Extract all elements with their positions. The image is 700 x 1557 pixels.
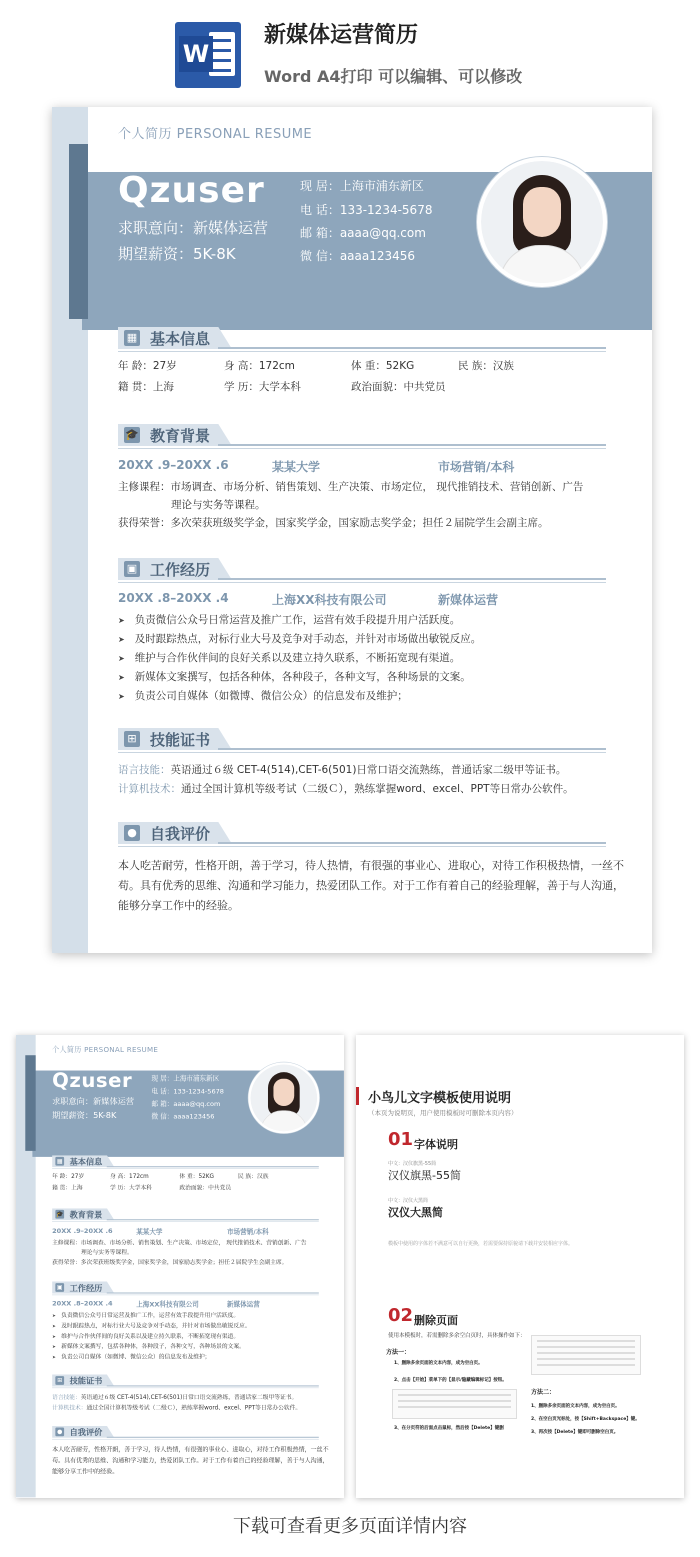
edu-honors: 获得荣誉：多次荣获班级奖学金，国家奖学金，国家励志奖学金；担任２届院学生会副主席。 [118, 517, 549, 529]
section-title: 自我评价 [69, 1427, 103, 1438]
windows-icon: ⊞ [57, 1376, 63, 1384]
work-item: ➤ 负责微信公众号日常运营及推广工作，运营有效手段提升用户活跃度。 [118, 612, 460, 627]
skill-language: 语言技能：英语通过６级 CET-4(514),CET-6(501)日常口语交流熟练，普通话家二级甲等证书。 [118, 764, 567, 776]
section-self-eval [118, 822, 606, 848]
skill-computer: 计算机技术：通过全国计算机等级考试（二级Ｃ），熟练掌握word、excel、PPT等日常办公软件。 [118, 783, 574, 795]
method2-label: 方法二： [531, 1389, 556, 1396]
section-title: 教育背景 [69, 1209, 103, 1220]
screenshot-figure [531, 1335, 641, 1375]
word-letter: W [179, 36, 213, 72]
work-item: ➤ 新媒体文案撰写，包括各种体，各种段子，各种文写，各种场景的文案。 [118, 669, 471, 684]
font2-name: 汉仪大黑简 [388, 1206, 443, 1219]
edu-courses-line1: 主修课程：市场调查、市场分析、销售策划、生产决策、市场定位， 现代推销技术、营销创新、广告 [118, 481, 584, 493]
title-accent-bar [356, 1087, 359, 1105]
banner [0, 0, 700, 100]
contact-address: 现 居：上海市浦东新区 [300, 179, 424, 193]
section-number: 02 [388, 1305, 414, 1326]
section-basic-info [52, 1155, 319, 1169]
method1-label: 方法一： [386, 1349, 411, 1356]
edu-school: 某某大学 [136, 1227, 163, 1236]
section-education [52, 1208, 319, 1222]
calendar-icon: ▦ [124, 330, 140, 346]
calendar-icon: ▦ [56, 1157, 63, 1165]
resume-small-title: 个人简历 PERSONAL RESUME [52, 1045, 159, 1055]
work-position: 新媒体运营 [438, 593, 499, 607]
section-work [118, 558, 606, 584]
resume-page [52, 107, 652, 953]
candidate-name: Qzuser [52, 1069, 133, 1092]
section-number: 01 [388, 1129, 414, 1150]
edu-major: 市场营销/本科 [226, 1227, 269, 1236]
section-self-eval [52, 1426, 319, 1440]
self-eval-line1: 本人吃苦耐劳，性格开朗，善于学习，待人热情，有很强的事业心、进取心，对待工作积极热情，一丝不 [118, 859, 624, 872]
briefcase-icon: ▣ [56, 1283, 63, 1291]
basic-degree: 学 历：大学本科 [224, 381, 301, 393]
section-title: 技能证书 [150, 731, 211, 749]
edu-period: 20XX .9–20XX .6 [52, 1226, 113, 1235]
resume-thumbnail-page [16, 1035, 344, 1497]
delete-section-title: 删除页面 [414, 1314, 458, 1327]
skill-language: 语言技能：英语通过６级 CET-4(514),CET-6(501)日常口语交流熟练，普通话家二级甲等证书。 [52, 1394, 298, 1401]
profile-photo [477, 157, 607, 287]
edu-honors: 获得荣誉：多次荣获班级奖学金，国家奖学金，国家励志奖学金；担任２届院学生会副主席。 [52, 1259, 288, 1266]
word-icon [175, 22, 241, 88]
section-skills [118, 728, 606, 754]
work-item: ➤ 新媒体文案撰写，包括各种体，各种段子，各种文写，各种场景的文案。 [52, 1342, 245, 1350]
work-item: ➤ 负责公司自媒体（如微博、微信公众）的信息发布及维护； [118, 688, 408, 703]
basic-politics: 政治面貌：中共党员 [179, 1184, 232, 1192]
profile-photo [248, 1062, 319, 1133]
method1-step2: 2、点击【开始】菜单下的【显示/隐藏编辑标记】按钮。 [394, 1378, 507, 1383]
resume-small-title: 个人简历 PERSONAL RESUME [118, 127, 313, 142]
self-eval-line2: 苟。具有优秀的思维、沟通和学习能力，热爱团队工作。对于工作有着自己的经验理解，善于与人沟通， [118, 879, 624, 892]
self-eval-line3: 能够分享工作中的经验。 [52, 1467, 119, 1476]
basic-ethnicity: 民 族：汉族 [237, 1173, 269, 1180]
work-period: 20XX .8–20XX .4 [52, 1299, 113, 1308]
self-eval-line3: 能够分享工作中的经验。 [118, 899, 239, 912]
basic-age: 年 龄：27岁 [118, 360, 177, 372]
banner-title: 新媒体运营简历 [264, 23, 419, 48]
contact-phone: 电 话：133-1234-5678 [151, 1087, 224, 1096]
download-footer[interactable]: 下载可查看更多页面详情内容 [233, 1516, 467, 1537]
candidate-name: Qzuser [118, 170, 265, 211]
method2-step1: 1、删除多余页面的文本内容，成为空白页。 [531, 1404, 620, 1409]
work-item: ➤ 及时跟踪热点，对标行业大号及竞争对手动态，并针对市场做出敏锐反应。 [52, 1321, 251, 1329]
resume-thumbnail [16, 1035, 344, 1498]
font2-tag: 中文：汉仪大黑简 [388, 1198, 429, 1204]
self-eval-line2: 苟。具有优秀的思维、沟通和学习能力，热爱团队工作。对于工作有着自己的经验理解，善于与人沟通， [52, 1456, 329, 1465]
graduation-cap-icon: 🎓 [125, 428, 139, 441]
person-icon: ● [124, 825, 140, 841]
skill-computer: 计算机技术：通过全国计算机等级考试（二级Ｃ），熟练掌握word、excel、PPT等日常办公软件。 [52, 1404, 302, 1412]
delete-desc: 使用本模板时，若需删除多余空白页时，具体操作如下： [388, 1333, 526, 1339]
font-note: 模板中使用的字体若不满意可以自行更换，若需要保持原貌请下载并安装相应字体。 [388, 1241, 574, 1247]
work-item: ➤ 负责微信公众号日常运营及推广工作，运营有效手段提升用户活跃度。 [52, 1311, 239, 1319]
method1-step3: 3、在分页符的后面点击鼠标，然后按【Delete】键删 [394, 1426, 504, 1431]
font1-tag: 中文：汉仪旗黑-55简 [388, 1161, 437, 1167]
edu-courses-line2: 理论与实务等课程。 [81, 1249, 133, 1256]
section-title: 技能证书 [69, 1376, 103, 1386]
basic-degree: 学 历：大学本科 [110, 1184, 153, 1192]
edu-courses-line2: 理论与实务等课程。 [171, 499, 266, 511]
basic-height: 身 高：172cm [110, 1173, 149, 1180]
instructions-title: 小鸟儿文字模板使用说明 [368, 1091, 512, 1106]
edu-period: 20XX .9–20XX .6 [118, 458, 229, 472]
basic-politics: 政治面貌：中共党员 [351, 381, 446, 393]
expected-salary: 期望薪资：5K-8K [52, 1110, 117, 1121]
work-company: 上海XX科技有限公司 [136, 1300, 199, 1309]
basic-origin: 籍 贯：上海 [52, 1184, 83, 1192]
section-title: 教育背景 [150, 427, 211, 445]
section-title: 基本信息 [150, 330, 211, 348]
basic-origin: 籍 贯：上海 [118, 381, 174, 393]
contact-address: 现 居：上海市浦东新区 [151, 1074, 220, 1083]
work-item: ➤ 维护与合作伙伴间的良好关系以及建立持久联系，不断拓宽现有渠道。 [52, 1332, 239, 1340]
basic-weight: 体 重：52KG [351, 360, 415, 372]
job-intent: 求职意向：新媒体运营 [52, 1096, 135, 1107]
section-title: 工作经历 [69, 1283, 103, 1293]
section-title: 工作经历 [150, 561, 211, 579]
section-basic-info [118, 327, 606, 353]
work-period: 20XX .8–20XX .4 [118, 591, 229, 605]
job-intent: 求职意向：新媒体运营 [118, 219, 269, 237]
work-item: ➤ 负责公司自媒体（如微博、微信公众）的信息发布及维护； [52, 1353, 210, 1361]
briefcase-icon: ▣ [124, 561, 140, 577]
section-title: 基本信息 [69, 1156, 103, 1167]
section-title: 自我评价 [150, 825, 211, 843]
contact-wechat: 微 信：aaaa123456 [300, 249, 416, 263]
contact-email: 邮 箱：aaaa@qq.com [151, 1100, 221, 1108]
basic-ethnicity: 民 族：汉族 [458, 360, 514, 372]
contact-phone: 电 话：133-1234-5678 [300, 203, 433, 217]
work-position: 新媒体运营 [226, 1300, 260, 1309]
toolbar-screenshot [392, 1389, 517, 1419]
graduation-cap-icon: 🎓 [55, 1210, 64, 1218]
font1-name: 汉仪旗黑-55简 [388, 1169, 461, 1182]
basic-height: 身 高：172cm [224, 360, 295, 372]
work-item: ➤ 维护与合作伙伴间的良好关系以及建立持久联系，不断拓宽现有渠道。 [118, 650, 460, 665]
self-eval-line1: 本人吃苦耐劳，性格开朗，善于学习，待人热情，有很强的事业心、进取心，对待工作积极热情，一丝不 [52, 1446, 329, 1454]
edu-courses-line1: 主修课程：市场调查、市场分析、销售策划、生产决策、市场定位， 现代推销技术、营销创新、广告 [52, 1239, 307, 1246]
contact-email: 邮 箱：aaaa@qq.com [300, 226, 426, 240]
basic-weight: 体 重：52KG [179, 1173, 214, 1180]
edu-major: 市场营销/本科 [438, 460, 515, 474]
contact-wechat: 微 信：aaaa123456 [151, 1112, 215, 1121]
font-section-title: 字体说明 [414, 1138, 458, 1151]
dark-accent-strip [25, 1055, 35, 1151]
method2-step2: 2、在空白页光标处，按【Shift+Backspace】键。 [531, 1417, 640, 1422]
section-education [118, 424, 606, 450]
basic-age: 年 龄：27岁 [52, 1173, 85, 1180]
method2-step3: 3、再次按【Delete】键即可删除空白页。 [531, 1430, 619, 1435]
instructions-thumbnail [356, 1035, 684, 1498]
method1-step1: 1、删除多余页面的文本内容，成为空白页。 [394, 1361, 483, 1366]
work-item: ➤ 及时跟踪热点，对标行业大号及竞争对手动态，并针对市场做出敏锐反应。 [118, 631, 481, 646]
edu-school: 某某大学 [272, 460, 321, 474]
person-icon: ● [57, 1428, 63, 1436]
instructions-subtitle: （本页为说明页，用户使用模板时可删除本页内容） [368, 1109, 518, 1117]
windows-icon: ⊞ [124, 731, 140, 747]
work-company: 上海XX科技有限公司 [272, 593, 387, 607]
dark-accent-strip [69, 144, 88, 319]
expected-salary: 期望薪资：5K-8K [118, 245, 236, 263]
section-skills [52, 1374, 319, 1388]
section-work [52, 1282, 319, 1296]
banner-subtitle: Word A4打印 可以编辑、可以修改 [264, 67, 523, 86]
